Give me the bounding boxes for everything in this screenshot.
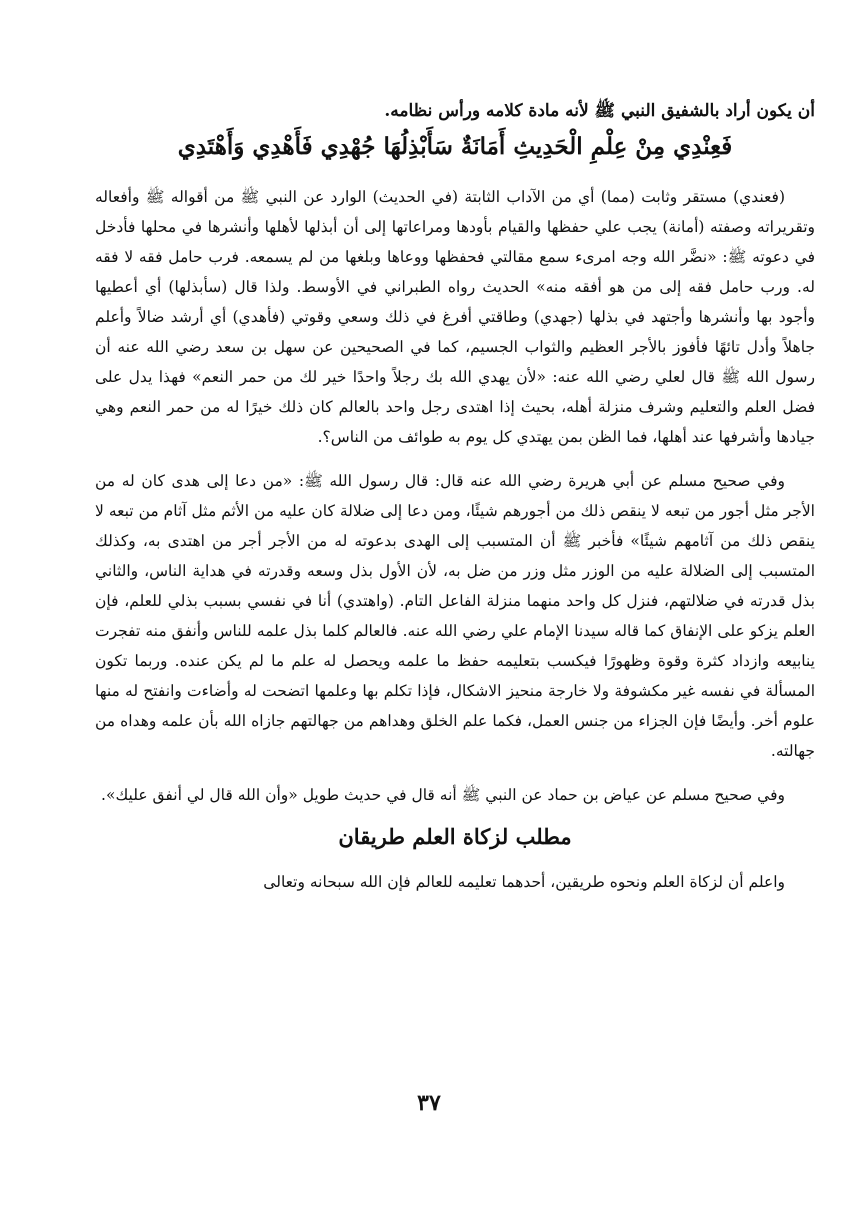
page-number: ٣٧ — [417, 1090, 441, 1116]
final-paragraph: واعلم أن لزكاة العلم ونحوه طريقين، أحدهما تعليمه للعالم فإن الله سبحانه وتعالى — [263, 873, 785, 891]
section-title: مطلب لزكاة العلم طريقان — [338, 824, 572, 849]
paragraph-2: وفي صحيح مسلم عن أبي هريرة رضي الله عنه قال: قال رسول الله ﷺ: «من دعا إلى هدى كان له من الأجر مثل أجور من تبعه لا ينقص ذلك من أجورهم شيئًا، ومن دعا إلى ضلالة كان عليه من الأثم مثل آثام من تبعه لا ينقص ذلك من آثامهم شيئًا» فأخبر ﷺ أن المتسبب إلى الهدى بدعوته له من الأجر أجر من اهتدى به، وكذلك المتسبب إلى الضلالة عليه من الوزر مثل وزر من ضل به، لأن الأول بذل وسعه وقدرته في هداية الناس، والثاني بذل قدرته في ضلالتهم، فنزل كل واحد منهما منزلة الفاعل التام. (واهتدي) أنا في نفسي بسبب بذلي للعلم، فإن العلم يزكو على الإنفاق كما قاله سيدنا الإمام علي رضي الله عنه. فالعالم كلما بذل علمه للناس وأنفق منه تفجرت ينابيعه وازداد كثرة وقوة وظهورًا فيكسب بتعليمه حفظ ما علمه ويحصل له علم ما لم يكن عنده. وربما تكون المسألة في نفسه غير مكشوفة ولا خارجة منحيز الاشكال، فإذا تكلم بها وعلمها اتضحت له وأضاءت وانفتح له منها علوم أخر. وأيضًا فإن الجزاء من جنس العمل، فكما علم الخلق وهداهم من جهالتهم جازاه الله بأن علمه وهداه من جهالته. — [95, 472, 815, 760]
top-line: أن يكون أراد بالشفيق النبي ﷺ لأنه مادة كلامه ورأس نظامه. — [384, 101, 815, 121]
paragraph-3: وفي صحيح مسلم عن عياض بن حماد عن النبي ﷺ أنه قال في حديث طويل «وأن الله قال لي أنفق عليك». — [101, 786, 785, 804]
poem-verse: فَعِنْدِي مِنْ عِلْمِ الْحَدِيثِ أَمَانَةٌ سَأَبْذِلُهَا جُهْدِي فَأَهْدِي وَأَهْتَدِي — [177, 133, 733, 160]
page-body — [95, 100, 815, 911]
paragraph-1: (فعندي) مستقر وثابت (مما) أي من الآداب الثابتة (في الحديث) الوارد عن النبي ﷺ من أقواله ﷺ وأفعاله وتقريراته وصفته (أمانة) يجب علي حفظها والقيام بأودها ومراعاتها إلى أن أبذلها لأهلها وأنشرها في محلها فأدخل في دعوته ﷺ: «نضَّر الله وجه امرىء سمع مقالتي فحفظها ووعاها وبلغها من لم يسمعه. فرب حامل فقه لا فقه له. ورب حامل فقه إلى من هو أفقه منه» الحديث رواه الطبراني في الأوسط. ولذا قال (سأبذلها) أي أعطيها وأجود بها وأنشرها وأجتهد في بذلها (جهدي) وطاقتي أفرغ في ذلك وسعي وقوتي (فأهدي) أي أرشد ضالاً وأعلم جاهلاً وأدل تائهًا فأفوز بالأجر العظيم والثواب الجسيم، كما في الصحيحين عن سهل بن سعد رضي الله عنه أن رسول الله ﷺ قال لعلي رضي الله عنه: «لأن يهدي الله بك رجلاً واحدًا خير لك من حمر النعم» فهذا يدل على فضل العلم والتعليم وشرف منزلة أهله، بحيث إذا اهتدى رجل واحد بالعالم كان ذلك خيرًا له من حمر النعم وهي جيادها وأشرفها عند أهلها، فما الظن بمن يهتدي كل يوم به طوائف من الناس؟. — [95, 188, 815, 446]
